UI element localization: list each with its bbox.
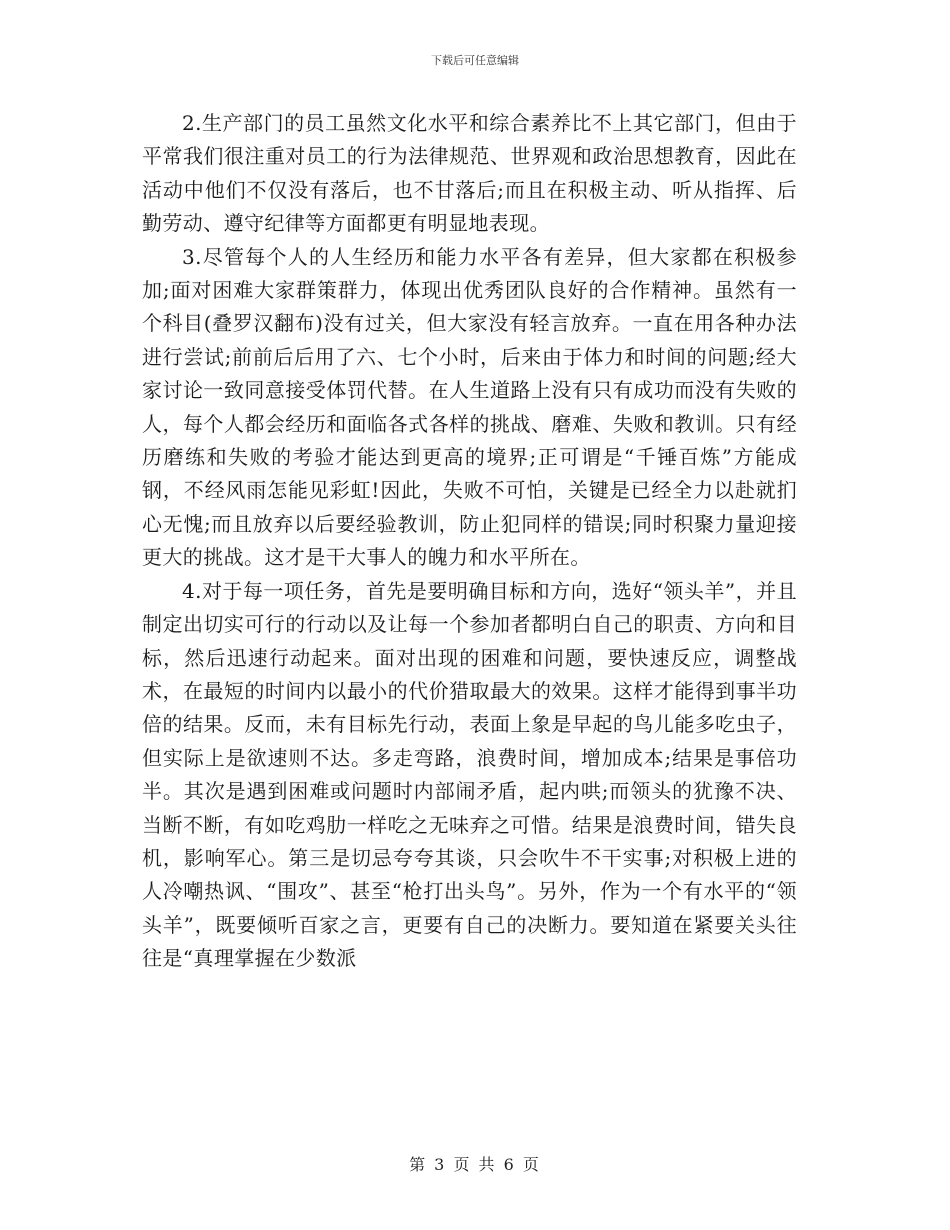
paragraph-4: 4.对于每一项任务，首先是要明确目标和方向，选好“领头羊”，并且制定出切实可行的行动以及让每一个参加者都明白自己的职责、方向和目标，然后迅速行动起来。面对出现的困难和问题，要快速反应，调整战术，在最短的时间内以最小的代价猎取最大的效果。这样才能得到事半功倍的结果。反而，未有目标先行动，表面上象是早起的鸟儿能多吃虫子，但实际上是欲速则不达。多走弯路，浪费时间，增加成本;结果是事倍功半。其次是遇到困难或问题时内部闹矛盾，起内哄;而领头的犹豫不决、当断不断，有如吃鸡肋一样吃之无味弃之可惜。结果是浪费时间，错失良机，影响军心。第三是切忌夸夸其谈，只会吹牛不干实事;对积极上进的人冷嘲热讽、“围攻”、甚至“枪打出头鸟”。另外，作为一个有水平的“领头羊”，既要倾听百家之言，更要有自己的决断力。要知道在紧要关头往往是“真理掌握在少数派 (142, 578, 797, 971)
page-number-footer: 第 3 页 共 6 页 (409, 1155, 541, 1174)
document-body (142, 107, 797, 976)
paragraph-2: 2.生产部门的员工虽然文化水平和综合素养比不上其它部门，但由于平常我们很注重对员工的行为法律规范、世界观和政治思想教育，因此在活动中他们不仅没有落后，也不甘落后;而且在积极主动、听从指挥、后勤劳动、遵守纪律等方面都更有明显地表现。 (142, 111, 797, 236)
paragraph-3: 3.尽管每个人的人生经历和能力水平各有差异，但大家都在积极参加;面对困难大家群策群力，体现出优秀团队良好的合作精神。虽然有一个科目(叠罗汉翻布)没有过关，但大家没有轻言放弃。一直在用各种办法进行尝试;前前后后用了六、七个小时，后来由于体力和时间的问题;经大家讨论一致同意接受体罚代替。在人生道路上没有只有成功而没有失败的人，每个人都会经历和面临各式各样的挑战、磨难、失败和教训。只有经历磨练和失败的考验才能达到更高的境界;正可谓是“千锤百炼”方能成钢，不经风雨怎能见彩虹!因此，失败不可怕，关键是已经全力以赴就扪心无愧;而且放弃以后要经验教训，防止犯同样的错误;同时积聚力量迎接更大的挑战。这才是干大事人的魄力和水平所在。 (142, 244, 797, 570)
page-header: 下载后可任意编辑 (431, 54, 519, 67)
